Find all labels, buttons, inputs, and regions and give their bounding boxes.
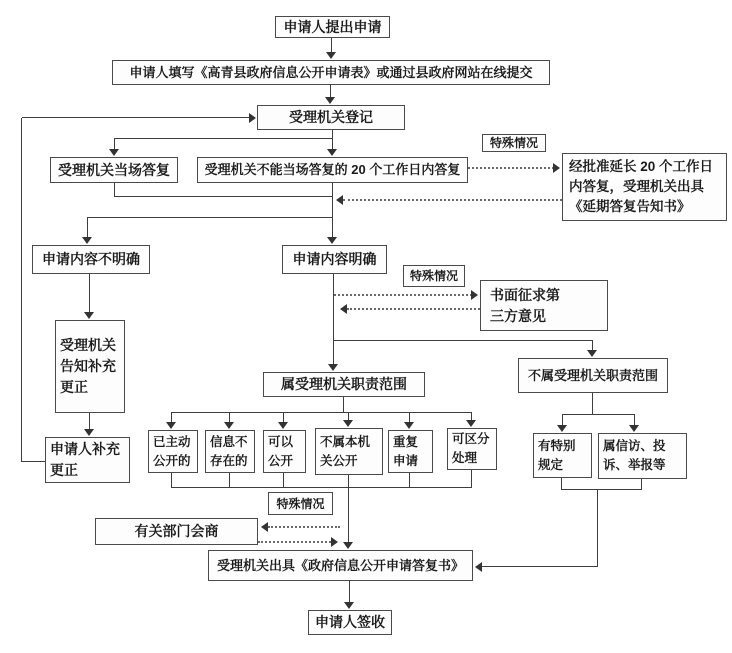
flow-line-dotted [347,308,480,310]
flow-line [349,581,350,604]
arrow-head [84,429,94,436]
arrow-head [261,522,268,532]
arrow-head [84,312,94,319]
label-special-case-1: 特殊情况 [482,134,546,152]
flow-line-dotted [334,294,472,296]
flow-line [409,412,410,422]
arrow-head [82,237,92,244]
arrow-head [327,237,337,244]
flow-line [333,340,593,341]
flow-line [332,217,333,238]
flow-line [348,475,349,544]
flow-line [89,413,90,430]
arrow-head [109,149,119,156]
flow-line [87,217,88,238]
arrow-head [475,562,482,572]
flow-line [409,473,410,488]
flow-line [343,397,344,413]
node-already-public: 已主动公开的 [148,430,198,473]
arrow-head [278,422,288,429]
flow-line [333,340,334,365]
flow-line [172,412,472,413]
flow-line [171,473,172,488]
label-special-case-3: 特殊情况 [268,492,333,515]
flow-line [114,183,115,197]
flow-line [562,414,635,415]
flow-line [172,487,472,488]
flow-line-dotted [258,541,334,543]
node-petition: 属信访、投诉、举报等 [598,433,687,479]
flow-line [87,217,333,218]
node-out-scope: 不属受理机关职责范围 [518,358,668,393]
flow-line [171,412,172,422]
flow-line [331,38,332,53]
node-deadline-reply: 受理机关不能当场答复的 20 个工作日内答复 [197,157,468,183]
flow-line [641,479,642,490]
flow-line [114,138,333,139]
arrow-head [325,97,335,104]
node-can-public: 可以公开 [263,430,306,473]
arrow-head [340,304,347,314]
node-apply: 申请人提出申请 [275,16,390,38]
arrow-head [343,420,353,427]
node-repeat-apply: 重复申请 [388,430,433,473]
arrow-head [629,425,639,432]
node-applicant-supplement: 申请人补充更正 [45,437,130,483]
node-notify-supplement: 受理机关告知补充更正 [55,320,125,413]
node-extension: 经批准延长 20 个工作日内答复，受理机关出具《延期答复告知书》 [562,153,727,221]
arrow-head [343,542,353,549]
arrow-head [327,149,337,156]
flow-line [283,412,284,422]
flow-line [333,274,334,341]
flow-line-dotted [468,167,554,169]
flow-line-dotted [268,526,340,528]
flow-line-dotted [343,199,562,201]
node-special-rules: 有特别规定 [533,433,592,478]
node-sign-receipt: 申请人签收 [308,610,392,635]
arrow-head [344,602,354,609]
node-content-clear: 申请内容明确 [282,245,387,274]
node-not-exist: 信息不存在的 [205,430,255,473]
arrow-head [336,195,343,205]
arrow-head [166,422,176,429]
arrow-head [553,163,560,173]
node-third-party: 书面征求第三方意见 [480,280,608,331]
flow-line [283,473,284,488]
flow-line [114,196,333,197]
node-not-this-org: 不属本机关公开 [315,428,383,475]
node-in-scope: 属受理机关职责范围 [263,372,425,397]
arrow-head [471,290,478,300]
arrow-head [404,422,414,429]
node-dept-consult: 有关部门会商 [95,518,258,545]
flow-line [480,566,598,567]
arrow-head [328,364,338,371]
node-content-unclear: 申请内容不明确 [32,245,150,274]
flow-line [22,461,45,462]
label-special-case-2: 特殊情况 [403,265,465,287]
node-reply-letter: 受理机关出具《政府信息公开申请答复书》 [208,550,473,581]
flow-line [561,489,641,490]
arrow-head [466,420,476,427]
node-fill-form: 申请人填写《高青县政府信息公开申请表》或通过县政府网站在线提交 [112,60,550,85]
flow-line [332,183,333,218]
flow-line [229,473,230,488]
flow-line [471,470,472,488]
arrow-head [331,537,338,547]
flow-line [89,274,90,313]
node-onsite-reply: 受理机关当场答复 [50,157,178,183]
flow-line [21,118,22,462]
flow-line [22,117,249,118]
arrow-head [326,52,336,59]
node-register: 受理机关登记 [257,105,405,130]
flow-line [229,412,230,422]
flow-line [597,489,598,567]
arrow-head [557,425,567,432]
flow-line [592,393,593,415]
node-separable: 可区分处理 [447,428,497,470]
arrow-head [224,422,234,429]
arrow-head [587,350,597,357]
arrow-head [249,113,256,123]
